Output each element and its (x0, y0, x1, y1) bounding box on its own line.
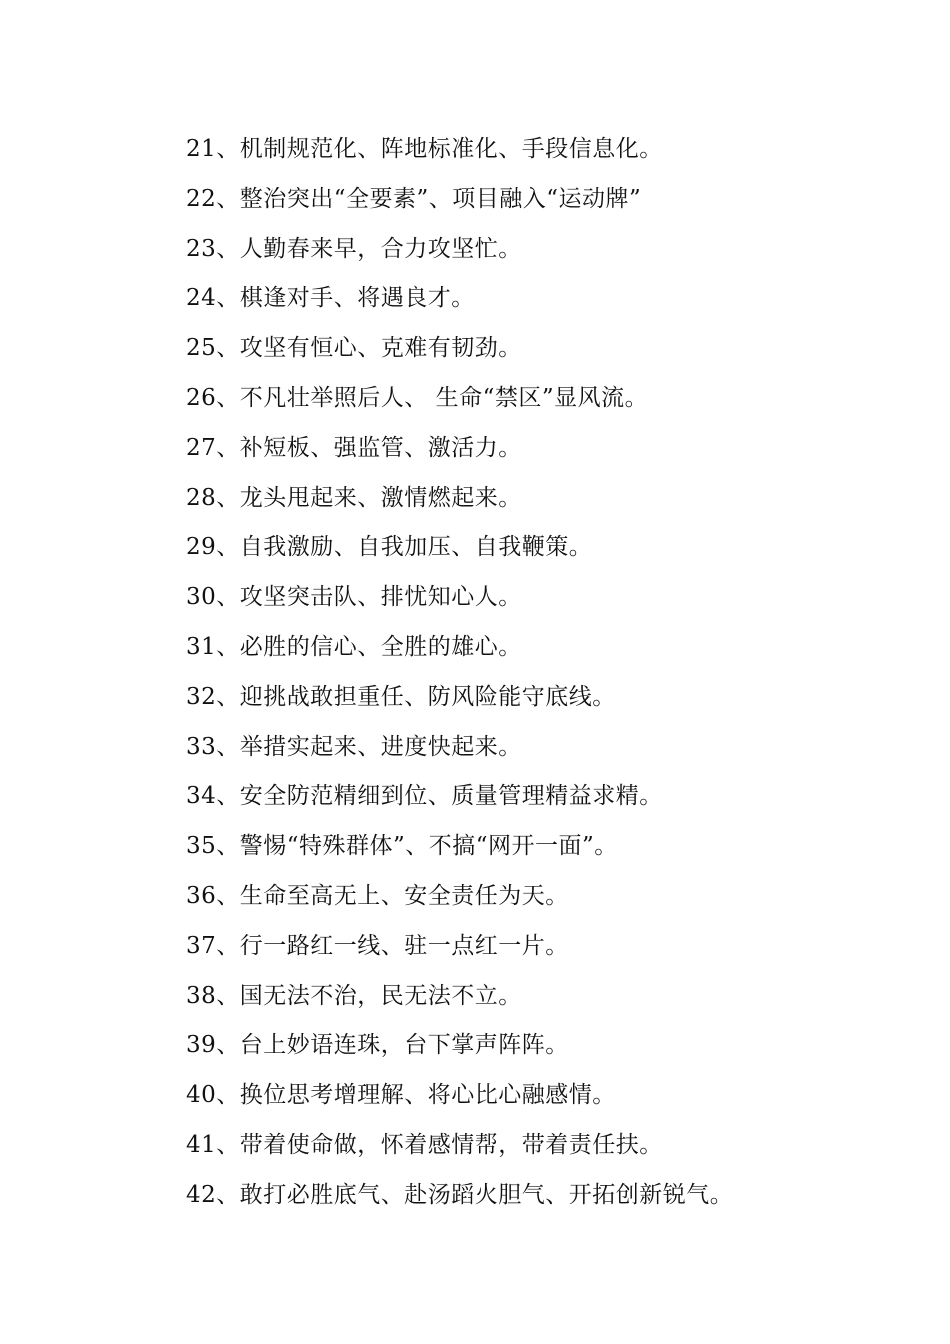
list-item: 42、敢打必胜底气、赴汤蹈火胆气、开拓创新锐气。 (186, 1181, 734, 1208)
list-item: 32、迎挑战敢担重任、防风险能守底线。 (186, 683, 616, 710)
list-item: 38、国无法不治，民无法不立。 (186, 982, 522, 1009)
list-item: 34、安全防范精细到位、质量管理精益求精。 (186, 783, 663, 810)
slogan-list (186, 129, 733, 1225)
list-item: 25、攻坚有恒心、克难有韧劲。 (186, 335, 522, 362)
list-item: 23、人勤春来早，合力攻坚忙。 (186, 235, 522, 262)
list-item: 39、台上妙语连珠，台下掌声阵阵。 (186, 1032, 569, 1059)
list-item: 37、行一路红一线、驻一点红一片。 (186, 932, 569, 959)
list-item: 27、补短板、强监管、激活力。 (186, 434, 522, 461)
list-item: 22、整治突出“全要素”、项目融入“运动牌” (186, 185, 642, 212)
list-item: 35、警惕“特殊群体”、不搞“网开一面”。 (186, 833, 618, 860)
list-item: 21、机制规范化、阵地标准化、手段信息化。 (186, 136, 663, 162)
list-item: 31、必胜的信心、全胜的雄心。 (186, 633, 522, 660)
list-item: 40、换位思考增理解、将心比心融感情。 (186, 1082, 616, 1109)
list-item: 24、棋逢对手、将遇良才。 (186, 285, 475, 312)
list-item: 41、带着使命做，怀着感情帮，带着责任扶。 (186, 1131, 663, 1158)
list-item: 36、生命至高无上、安全责任为天。 (186, 882, 569, 909)
list-item: 26、不凡壮举照后人、 生命“禁区”显风流。 (186, 384, 649, 411)
list-item: 28、龙头甩起来、激情燃起来。 (186, 484, 522, 511)
list-item: 33、举措实起来、进度快起来。 (186, 733, 522, 760)
list-item: 29、自我激励、自我加压、自我鞭策。 (186, 534, 593, 561)
list-item: 30、攻坚突击队、排忧知心人。 (186, 584, 522, 611)
